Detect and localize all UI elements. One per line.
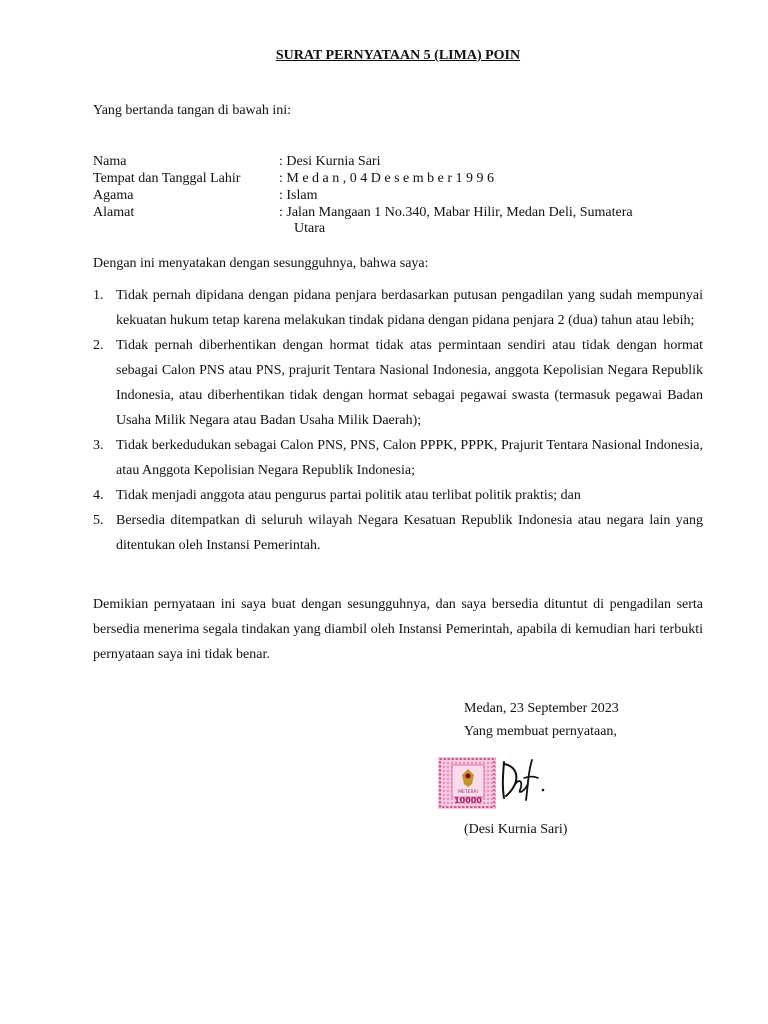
list-item-text: Tidak pernah dipidana dengan pidana penjara berdasarkan putusan pengadilan yang sudah mempunyai kekuatan hukum tetap karena melakukan tindak pidana dengan pidana penjara 2 (dua) tahun atau lebih; [116,288,703,328]
intro-text: Yang bertanda tangan di bawah ini: [93,103,292,118]
closing-paragraph: Demikian pernyataan ini saya buat dengan sesungguhnya, dan saya bersedia dituntut di pengadilan serta bersedia menerima segala tindakan yang diambil oleh Instansi Pemerintah, apabila di kemudian hari terbukti pernyataan saya ini tidak benar. [93,597,703,662]
list-item-text: Tidak menjadi anggota atau pengurus partai politik atau terlibat politik praktis; dan [116,488,581,503]
list-item [93,433,703,483]
religion-label: Agama [93,188,134,203]
list-item-number: 3. [93,438,104,453]
signer-name: (Desi Kurnia Sari) [464,822,568,837]
document-title: SURAT PERNYATAAN 5 (LIMA) POIN [275,48,521,63]
list-item-number: 2. [93,338,104,353]
religion-value: : Islam [279,188,318,203]
list-item-number: 1. [93,288,104,303]
address-label: Alamat [93,205,135,220]
list-item-text: Tidak pernah diberhentikan dengan hormat tidak atas permintaan sendiri atau tidak dengan hormat sebagai Calon PNS atau PNS, prajurit Tentara Nasional Indonesia, anggota Kepolisian Negara Republik Indonesia, atau diberhentikan tidak dengan hormat sebagai pegawai swasta (termasuk pegawai Badan Usaha Milik Negara atau Badan Usaha Milik Daerah); [116,338,703,428]
handwritten-signature [498,756,548,804]
name-label: Nama [93,154,127,169]
birth-value: : M e d a n , 0 4 D e s e m b e r 1 9 9 6 [279,171,495,186]
name-value: : Desi Kurnia Sari [279,154,381,169]
duty-stamp-icon [438,757,496,809]
list-item-number: 4. [93,488,104,503]
place-date: Medan, 23 September 2023 [464,701,619,716]
address-value-line2: Utara [294,221,326,236]
address-value-line1: : Jalan Mangaan 1 No.340, Mabar Hilir, Medan Deli, Sumatera [279,205,633,220]
list-item-number: 5. [93,513,104,528]
stamp-value: 10000 [454,796,482,805]
list-item [93,483,703,508]
list-item-text: Bersedia ditempatkan di seluruh wilayah Negara Kesatuan Republik Indonesia atau negara lain yang ditentukan oleh Instansi Pemerintah. [116,513,703,553]
statement-points-list [93,283,703,558]
birth-label: Tempat dan Tanggal Lahir [93,171,241,186]
maker-label: Yang membuat pernyataan, [464,724,617,739]
list-item [93,333,703,433]
list-item [93,283,703,333]
stamp-label: METERAI [458,790,478,795]
list-item [93,508,703,558]
list-item-text: Tidak berkedudukan sebagai Calon PNS, PNS, Calon PPPK, PPPK, Prajurit Tentara Nasional Indonesia, atau Anggota Kepolisian Negara Republik Indonesia; [116,438,703,478]
statement-intro: Dengan ini menyatakan dengan sesungguhnya, bahwa saya: [93,256,429,271]
